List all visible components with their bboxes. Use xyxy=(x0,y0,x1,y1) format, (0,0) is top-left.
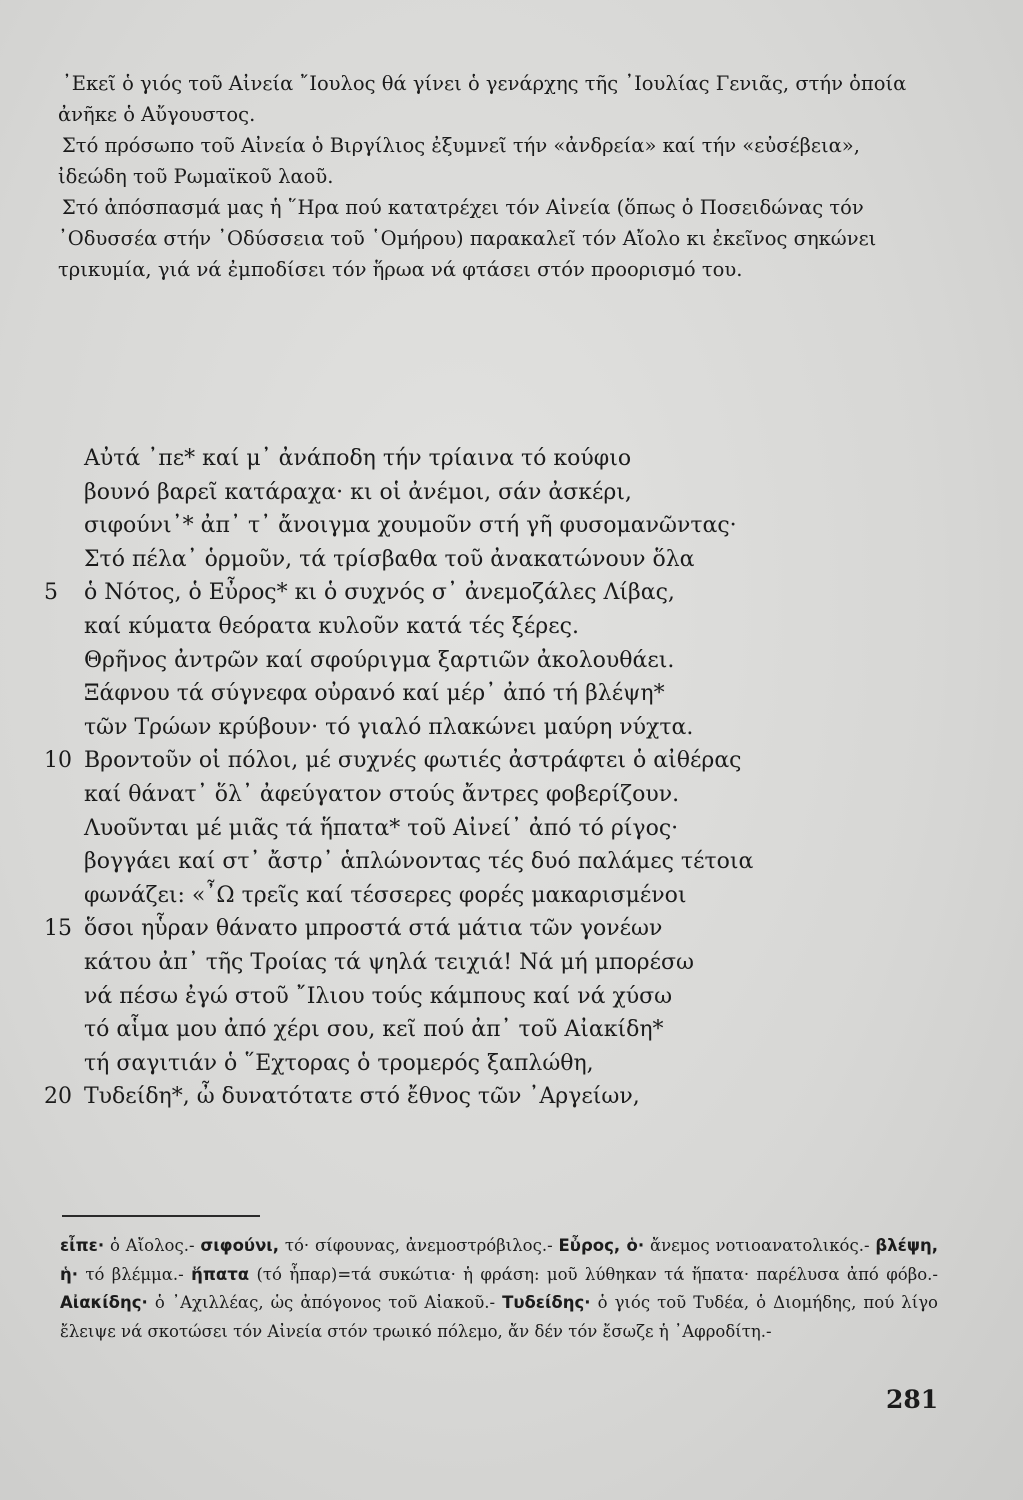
intro-paragraph-1: ᾿Εκεῖ ὁ γιός τοῦ Αἰνεία ῎Ιουλος θά γίνει ὁ γενάρχης τῆς ᾿Ιουλίας Γενιᾶς, στήν ὁποία ἀνῆκε ὁ Αὔγουστος. xyxy=(58,72,907,126)
footnote-divider xyxy=(62,1215,260,1217)
poem-line xyxy=(44,711,924,745)
poem-line xyxy=(44,442,924,476)
poem-line xyxy=(44,946,924,980)
line-text: βουνό βαρεῖ κατάραχα· κι οἱ ἀνέμοι, σάν ἀσκέρι, xyxy=(84,479,632,505)
line-number: 20 xyxy=(44,1084,72,1110)
footnote-definition: ὁ γιός τοῦ Τυδέα, ὁ Διομήδης, πού λίγο ἔλειψε νά σκοτώσει τόν Αἰνεία στόν τρωικό πόλεμο, ἄν δέν τόν ἔσωζε ἡ ᾿Αφροδίτη.- xyxy=(60,1293,938,1341)
footnote-term: ἥπατα xyxy=(191,1264,250,1284)
line-number: 10 xyxy=(44,748,72,774)
poem-excerpt xyxy=(44,442,924,1114)
line-text: Θρῆνος ἀντρῶν καί σφούριγμα ξαρτιῶν ἀκολουθάει. xyxy=(84,647,675,673)
footnotes xyxy=(60,1232,938,1346)
footnote-definition: τό βλέμμα.- xyxy=(78,1264,192,1284)
line-number: 5 xyxy=(44,580,58,606)
footnote-term: βλέψη, ἡ· xyxy=(60,1236,938,1284)
intro-paragraph-3: Στό ἀπόσπασμά μας ἡ ῞Ηρα πού κατατρέχει τόν Αἰνεία (ὅπως ὁ Ποσειδώνας τόν ᾿Οδυσσέα στήν ᾿Οδύσσεια τοῦ ῾Ομήρου) παρακαλεῖ τόν Αἴολο κι ἐκεῖνος σηκώνει τρικυμία, γιά νά ἐμποδίσει τόν ἥρωα νά φτάσει στόν προορισμό του. xyxy=(58,196,877,281)
poem-line xyxy=(44,1013,924,1047)
line-text: ὁ Νότος, ὁ Εὖρος* κι ὁ συχνός σ᾿ ἀνεμοζάλες Λίβας, xyxy=(84,580,675,606)
poem-line xyxy=(44,1080,924,1114)
line-text: Ξάφνου τά σύγνεφα οὐρανό καί μέρ᾿ ἀπό τή βλέψη* xyxy=(84,681,665,707)
poem-line xyxy=(44,980,924,1014)
line-text: φωνάζει: «῏Ω τρεῖς καί τέσσερες φορές μακαρισμένοι xyxy=(84,882,687,908)
footnote-definition: ἄνεμος νοτιοανατολικός.- xyxy=(644,1236,876,1255)
footnote-term: Αἰακίδης· xyxy=(60,1293,148,1312)
line-text: καί κύματα θεόρατα κυλοῦν κατά τές ξέρες. xyxy=(84,613,579,639)
line-text: ὅσοι ηὗραν θάνατο μπροστά στά μάτια τῶν γονέων xyxy=(84,916,663,942)
poem-line xyxy=(44,1047,924,1081)
poem-line xyxy=(44,644,924,678)
poem-line xyxy=(44,812,924,846)
line-text: καί θάνατ᾿ ὅλ᾿ ἀφεύγατον στούς ἄντρες φοβερίζουν. xyxy=(84,781,680,807)
line-text: σιφούνι᾿* ἀπ᾿ τ᾿ ἄνοιγμα χουμοῦν στή γῆ φυσομανῶντας· xyxy=(84,513,737,539)
footnote-definition: (τό ἧπαρ)=τά συκώτια· ἡ φράση: μοῦ λύθηκαν τά ἥπατα· παρέλυσα ἀπό φόβο.- xyxy=(249,1264,938,1284)
footnote-definition: ὁ Αἴολος.- xyxy=(104,1236,201,1255)
line-text: κάτου ἀπ᾿ τῆς Τροίας τά ψηλά τειχιά! Νά μή μπορέσω xyxy=(84,949,694,975)
poem-line xyxy=(44,744,924,778)
line-text: Λυοῦνται μέ μιᾶς τά ἥπατα* τοῦ Αἰνεί᾿ ἀπό τό ρίγος· xyxy=(84,815,679,841)
poem-line xyxy=(44,778,924,812)
line-number: 15 xyxy=(44,916,72,942)
poem-line xyxy=(44,912,924,946)
footnote-term: Τυδείδης· xyxy=(502,1293,591,1312)
poem-line xyxy=(44,677,924,711)
line-text: νά πέσω ἐγώ στοῦ ῎Ιλιου τούς κάμπους καί νά χύσω xyxy=(84,983,673,1009)
line-text: τό αἷμα μου ἀπό χέρι σου, κεῖ πού ἀπ᾿ τοῦ Αἰακίδη* xyxy=(84,1017,664,1043)
footnote-definition: τό· σίφουνας, ἀνεμοστρόβιλος.- xyxy=(279,1236,559,1255)
introduction-text xyxy=(58,68,918,285)
poem-line xyxy=(44,879,924,913)
page-number: 281 xyxy=(886,1385,939,1414)
footnote-term: Εὖρος, ὁ· xyxy=(558,1236,645,1255)
line-text: Τυδείδη*, ὦ δυνατότατε στό ἔθνος τῶν ᾿Αργείων, xyxy=(84,1084,640,1110)
poem-line xyxy=(44,476,924,510)
line-text: Αὐτά ᾿πε* καί μ᾿ ἀνάποδη τήν τρίαινα τό κούφιο xyxy=(84,446,632,471)
footnote-term: σιφούνι, xyxy=(200,1236,280,1255)
poem-line xyxy=(44,845,924,879)
line-text: τῶν Τρώων κρύβουν· τό γιαλό πλακώνει μαύρη νύχτα. xyxy=(84,714,694,740)
line-text: τή σαγιτιάν ὁ ῞Εχτορας ὁ τρομερός ξαπλώθη, xyxy=(84,1050,594,1076)
footnote-definition: ὁ ᾿Αχιλλέας, ὡς ἀπόγονος τοῦ Αἰακοῦ.- xyxy=(147,1293,503,1312)
line-text: Στό πέλα᾿ ὁρμοῦν, τά τρίσβαθα τοῦ ἀνακατώνουν ὅλα xyxy=(84,546,695,572)
intro-paragraph-2: Στό πρόσωπο τοῦ Αἰνεία ὁ Βιργίλιος ἐξυμνεῖ τήν «ἀνδρεία» καί τήν «εὐσέβεια», ἰδεώδη τοῦ Ρωμαϊκοῦ λαοῦ. xyxy=(58,134,860,188)
line-text: Βροντοῦν οἱ πόλοι, μέ συχνές φωτιές ἀστράφτει ὁ αἰθέρας xyxy=(84,748,742,774)
poem-line xyxy=(44,610,924,644)
footnote-term: εἶπε· xyxy=(60,1236,105,1255)
poem-line xyxy=(44,543,924,577)
line-text: βογγάει καί στ᾿ ἄστρ᾿ ἁπλώνοντας τές δυό παλάμες τέτοια xyxy=(84,849,754,875)
poem-line xyxy=(44,576,924,610)
poem-line xyxy=(44,509,924,543)
